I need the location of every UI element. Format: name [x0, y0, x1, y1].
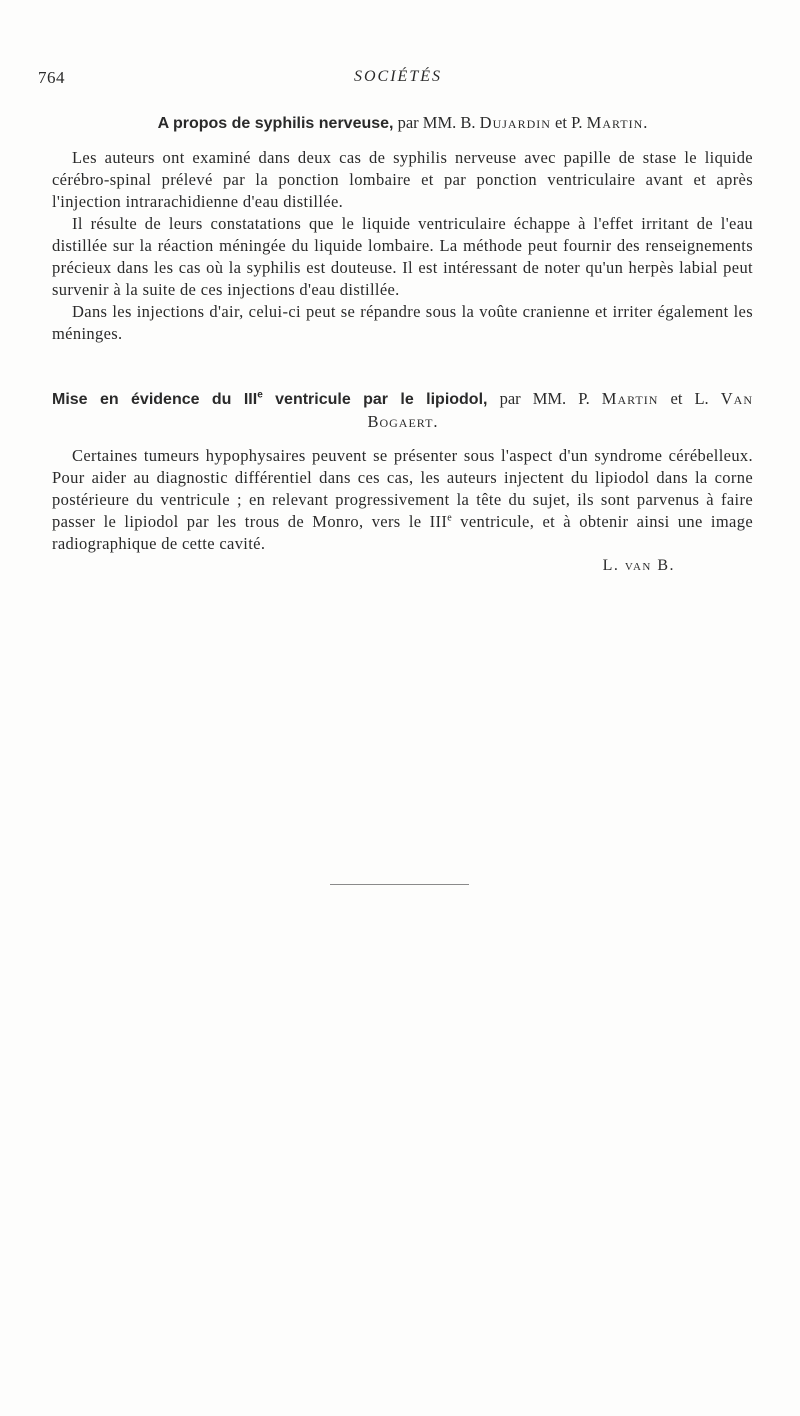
article-title	[52, 388, 753, 411]
superscript: e	[257, 389, 263, 401]
author-name: Van	[720, 389, 754, 408]
byline-connector: et P.	[555, 113, 583, 132]
byline-end: .	[433, 412, 438, 431]
article-title-continued	[52, 411, 753, 433]
section-divider	[330, 884, 469, 885]
paragraph: Les auteurs ont examiné dans deux cas de syphilis nerveuse avec papille de stase le liquide cérébro-spinal prélevé par la ponction lombaire et par ponction ventriculaire avant et après l'injection intrarachidienne d'eau distillée.	[52, 148, 753, 211]
running-head: SOCIÉTÉS	[354, 68, 442, 85]
article-body	[52, 445, 753, 555]
author-name: Bogaert	[367, 412, 434, 431]
article-body	[52, 147, 753, 345]
paragraph: Il résulte de leurs constatations que le liquide ventriculaire échappe à l'effet irritant de l'eau distillée sur la réaction méningée du liquide lombaire. La méthode peut fournir des renseignements précieux dans les cas où la syphilis est douteuse. Il est intéressant de noter qu'un herpès labial peut survenir à la suite de ces injections d'eau distillée.	[52, 214, 753, 299]
signature: L. van B.	[602, 557, 675, 574]
article-lipiodol	[52, 388, 753, 577]
byline-prefix: par MM. B.	[397, 113, 476, 132]
paragraph	[52, 445, 753, 555]
paragraph-text: ventricule, et à obtenir ainsi une image radiographique de cette cavité.	[52, 512, 753, 553]
article-title-text: A propos de syphilis nerveuse,	[157, 115, 394, 132]
page-number: 764	[38, 68, 65, 87]
author-name: Dujardin	[479, 113, 551, 132]
byline-connector: et L.	[670, 389, 709, 408]
author-name: Martin	[601, 389, 659, 408]
paragraph-text: Certaines tumeurs hypophysaires peuvent se présenter sous l'aspect d'un syndrome cérébelleux. Pour aider au diagnostic différentiel dans ces cas, les auteurs injectent du lipiodol dans la corne postérieure du ventricule ; en relevant progressivement la tête du sujet, ils sont parvenus à faire passer le lipiodol par les trous de Monro, vers le III	[52, 446, 753, 531]
superscript: e	[447, 512, 453, 524]
article-title	[52, 112, 753, 135]
byline-prefix: par MM. P.	[499, 389, 590, 408]
article-title-text: ventricule par le lipiodol,	[262, 391, 488, 408]
paragraph: Dans les injections d'air, celui-ci peut se répandre sous la voûte cranienne et irriter également les méninges.	[52, 302, 753, 343]
article-title-text: Mise en évidence du III	[52, 391, 258, 408]
page-header	[38, 68, 758, 92]
article-syphilis-nerveuse	[52, 112, 753, 345]
byline-end: .	[643, 113, 648, 132]
author-name: Martin	[586, 113, 644, 132]
